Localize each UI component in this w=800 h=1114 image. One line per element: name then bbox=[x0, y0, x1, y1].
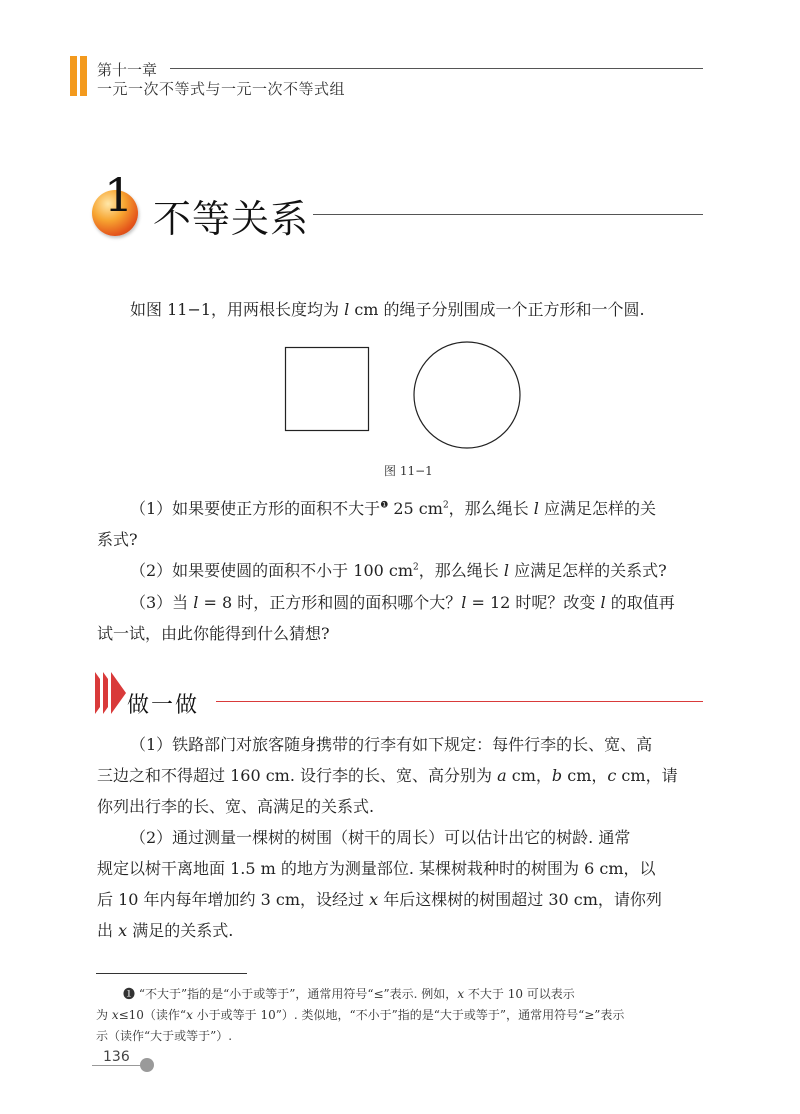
page-number-dot bbox=[140, 1058, 154, 1072]
section-title: 不等关系 bbox=[153, 197, 310, 241]
header-rule bbox=[170, 68, 703, 69]
intro-paragraph: 如图 11−1，用两根长度均为 l cm 的绳子分别围成一个正方形和一个圆. bbox=[130, 300, 645, 319]
chapter-subtitle: 一元一次不等式与一元一次不等式组 bbox=[97, 80, 346, 98]
activity-2-line-4: 出 x 满足的关系式. bbox=[97, 921, 234, 940]
question-3: （3）当 l = 8 时，正方形和圆的面积哪个大？l = 12 时呢？改变 l 的取值再 bbox=[130, 593, 675, 612]
chevron-arrow-icon bbox=[111, 672, 126, 714]
activity-1-line-1: （1）铁路部门对旅客随身携带的行李有如下规定：每件行李的长、宽、高 bbox=[130, 735, 653, 754]
section-number: 1 bbox=[104, 168, 134, 222]
square-shape bbox=[286, 348, 369, 431]
question-3-cont: 试一试，由此你能得到什么猜想? bbox=[97, 624, 330, 643]
activity-title: 做一做 bbox=[127, 693, 200, 718]
activity-2-line-1: （2）通过测量一棵树的树围（树干的周长）可以估计出它的树龄. 通常 bbox=[130, 828, 631, 847]
figure-caption: 图 11−1 bbox=[384, 464, 433, 478]
question-1-cont: 系式? bbox=[97, 530, 138, 549]
activity-1-line-2: 三边之和不得超过 160 cm. 设行李的长、宽、高分别为 a cm，b cm，c cm，请 bbox=[97, 766, 678, 785]
header-accent-bar bbox=[70, 56, 77, 96]
section-title-rule bbox=[313, 214, 703, 215]
footnote-marker: ❶ bbox=[380, 500, 389, 511]
footnote-rule bbox=[96, 973, 247, 974]
activity-1-line-3: 你列出行李的长、宽、高满足的关系式. bbox=[97, 797, 375, 816]
footnote-line-1: ❶ “不大于”指的是“小于或等于”，通常用符号“≤”表示. 例如，x 不大于 10 可以表示 bbox=[123, 987, 575, 1001]
figure-11-1 bbox=[280, 340, 530, 450]
activity-2-line-2: 规定以树干离地面 1.5 m 的地方为测量部位. 某棵树栽种时的树围为 6 cm，以 bbox=[97, 859, 656, 878]
circle-shape bbox=[414, 342, 520, 448]
page-number: 136 bbox=[103, 1049, 130, 1065]
header-accent-bar bbox=[80, 56, 87, 96]
activity-title-rule bbox=[216, 701, 703, 702]
chapter-label: 第十一章 bbox=[97, 61, 158, 79]
footnote-line-2: 为 x≤10（读作“x 小于或等于 10”）. 类似地，“不小于”指的是“大于或等于”，通常用符号“≥”表示 bbox=[96, 1008, 625, 1022]
page-number-rule bbox=[92, 1065, 144, 1066]
footnote-line-3: 示（读作“大于或等于”）. bbox=[96, 1029, 233, 1043]
activity-2-line-3: 后 10 年内每年增加约 3 cm，设经过 x 年后这棵树的树围超过 30 cm，请你列 bbox=[97, 890, 662, 909]
question-1: （1）如果要使正方形的面积不大于$^❶$ 25 $cm^2$，那么绳长 l 应满足怎样的关 bbox=[130, 499, 656, 518]
question-2: （2）如果要使圆的面积不小于 100 $cm^2$，那么绳长 l 应满足怎样的关系式? bbox=[130, 561, 667, 580]
